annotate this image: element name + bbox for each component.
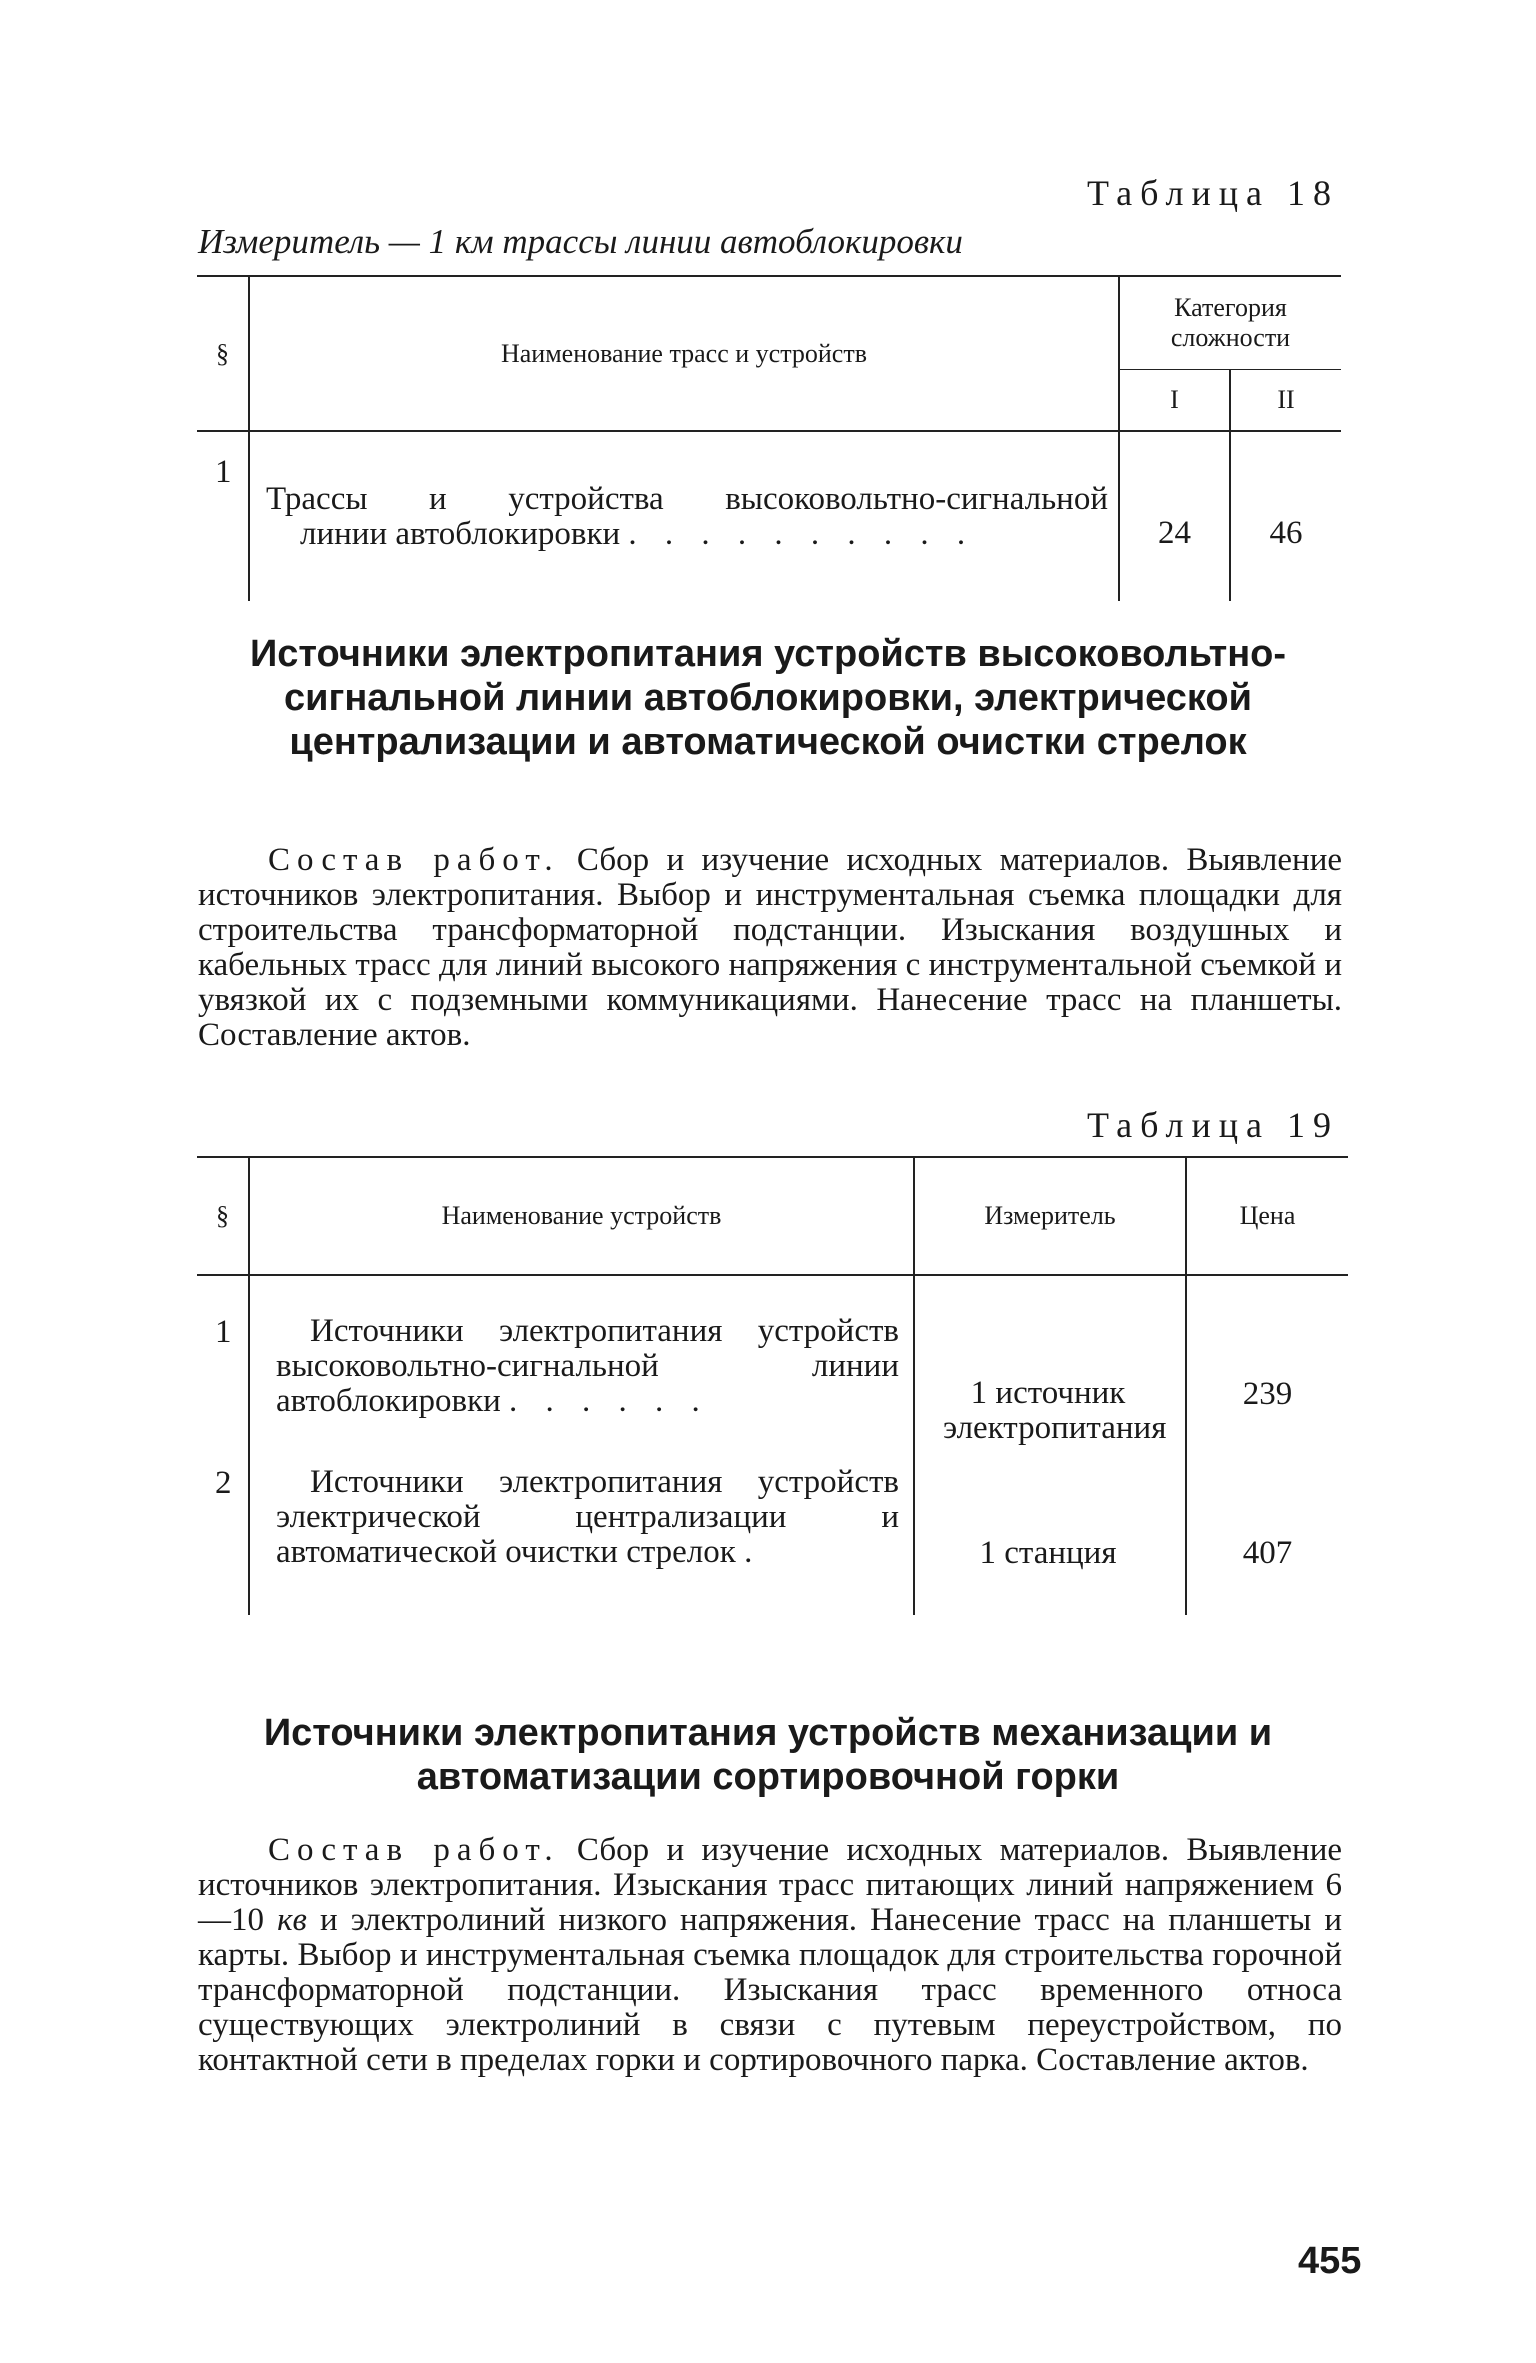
section-2-body-part2: и электролиний низкого напряжения. Нанесение трасс на планшеты и карты. Выбор и инструментальная съемка площадок для строительства горочной трансформаторной подстанции. Изыскания трасс временного относа существующих электролиний в связи с путевым переустройством, по контактной сети в пределах горки и сортировочного парка. Составление актов. xyxy=(198,1902,1343,2078)
table-19 xyxy=(197,1156,1348,1615)
table-19-row-1-section: 1 xyxy=(215,1314,232,1350)
leader-dots: . . . . . . xyxy=(509,1383,710,1419)
table-18-measure-unit: Измеритель — 1 км трассы линии автоблокировки xyxy=(198,222,963,261)
section-1-paragraph xyxy=(198,843,1342,1053)
section-2-title: Источники электропитания устройств механизации и автоматизации сортировочной горки xyxy=(263,1712,1273,1798)
table-18-header-cat-1: I xyxy=(1119,370,1230,432)
table-19-row-2-name-wrap xyxy=(276,1465,899,1570)
table-18-row-name xyxy=(249,431,1119,601)
table-19-row-2-price: 407 xyxy=(1186,1455,1348,1615)
table-18-header-cat-2: II xyxy=(1230,370,1341,432)
section-2-paragraph xyxy=(198,1833,1342,2078)
section-1-title: Источники электропитания устройств высоковольтно-сигнальной линии автоблокировки, электрической централизации и автоматической очистки стрелок xyxy=(249,633,1287,763)
table-18-header-category xyxy=(1119,276,1341,370)
page-number: 455 xyxy=(1298,2240,1362,2282)
table-19-header-section: § xyxy=(216,1201,229,1230)
table-18-row-cat-1: 24 xyxy=(1119,431,1230,601)
table-19-header-measure: Измеритель xyxy=(914,1157,1186,1275)
table-18-row-cat-2: 46 xyxy=(1230,431,1341,601)
section-1-body: Сбор и изучение исходных материалов. Выявление источников электропитания. Выбор и инструментальная съемка площадки для строительства трансформаторной подстанции. Изыскания воздушных и кабельных трасс для линий высокого напряжения с инструментальной съемкой и увязкой их с подземными коммуникациями. Нанесение трасс на планшеты. Составление актов. xyxy=(198,842,1342,1053)
table-18-caption: Таблица 18 xyxy=(1087,173,1339,213)
table-19-row-2-name: Источники электропитания устройств электрической централизации и автоматической очистки стрелок xyxy=(276,1464,899,1570)
table-19-row-2-measure-cell xyxy=(914,1455,1186,1615)
table-19-row-1-measure: 1 источник электропитания xyxy=(943,1375,1167,1446)
section-2-body-part1: Сбор и изучение исходных материалов. Выявление источников электропитания. Изыскания трасс питающих линий напряжением 6—10 xyxy=(198,1832,1342,1938)
table-19-row-1-measure-cell xyxy=(914,1275,1186,1455)
table-18-row-name-line1: Трассы и устройства высоковольтно-сигнальной xyxy=(266,480,1108,517)
table-18-row-name-line2: линии автоблокировки xyxy=(300,515,621,552)
section-2-unit: кв xyxy=(277,1902,307,1938)
table-18 xyxy=(197,275,1341,601)
table-18-header-name: Наименование трасс и устройств xyxy=(249,276,1119,431)
table-19-row-2-name-cell xyxy=(249,1455,914,1615)
table-18-row-section: 1 xyxy=(215,454,232,490)
table-19-header-name: Наименование устройств xyxy=(249,1157,914,1275)
table-19-row-1-price: 239 xyxy=(1186,1275,1348,1455)
table-row xyxy=(197,1455,1348,1615)
section-2-lead: Состав работ. xyxy=(268,1832,560,1868)
table-18-header-category-label: Категория сложности xyxy=(1170,293,1291,352)
table-row xyxy=(197,431,1341,601)
table-19-header-price: Цена xyxy=(1186,1157,1348,1275)
table-19-row-1-name-wrap xyxy=(276,1314,899,1419)
table-row xyxy=(197,1275,1348,1455)
leader-dots: . xyxy=(744,1534,763,1570)
table-18-header-section: § xyxy=(216,338,229,368)
table-19-row-1-name: Источники электропитания устройств высоковольтно-сигнальной линии автоблокировки xyxy=(276,1313,899,1419)
table-19-row-1-name-cell xyxy=(249,1275,914,1455)
table-18-row-name-line2-wrap xyxy=(266,517,1108,552)
leader-dots: . . . . . . . . . . xyxy=(628,515,976,552)
section-1-lead: Состав работ. xyxy=(268,842,560,878)
table-19-row-2-section: 2 xyxy=(215,1465,232,1501)
table-19-caption: Таблица 19 xyxy=(1087,1105,1339,1145)
table-19-row-2-measure: 1 станция xyxy=(979,1535,1117,1571)
